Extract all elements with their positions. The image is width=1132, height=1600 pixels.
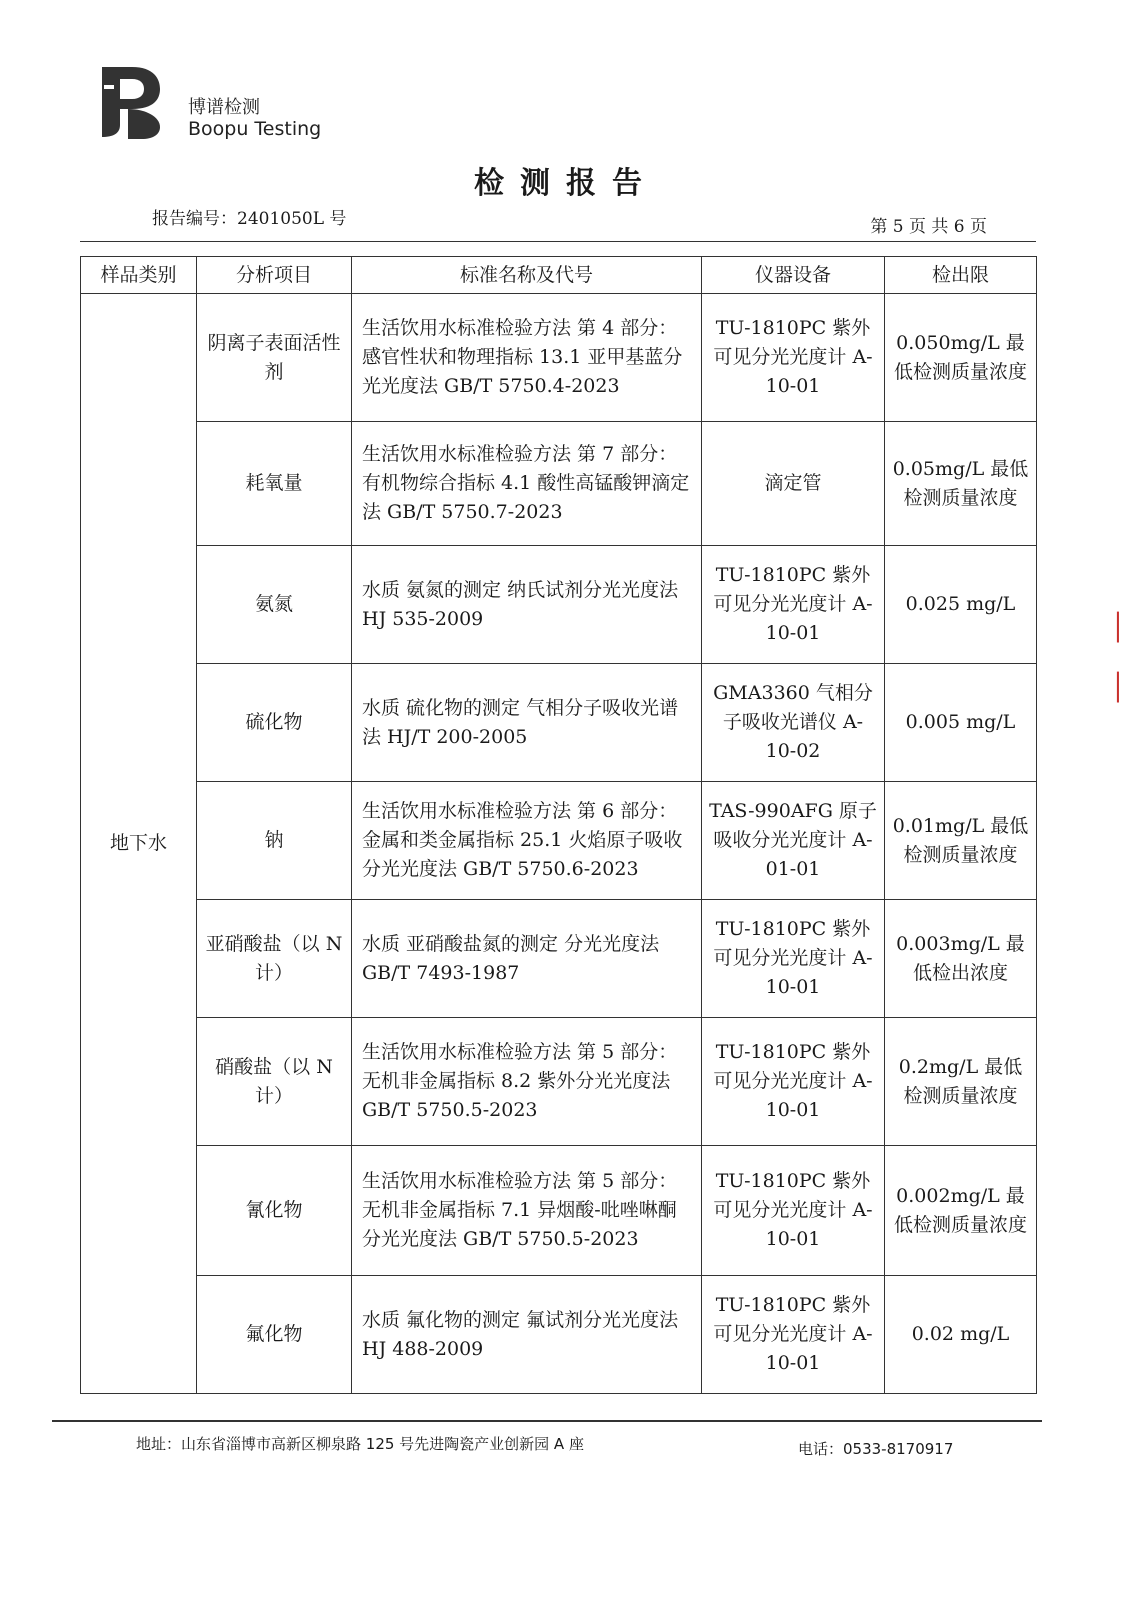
- table-header-row: [81, 257, 1037, 294]
- instrument-cell: TU-1810PC 紫外可见分光光度计 A-10-01: [702, 1146, 885, 1276]
- detection-limit-cell: 0.002mg/L 最低检测质量浓度: [885, 1146, 1037, 1276]
- instrument-cell: 滴定管: [702, 422, 885, 546]
- instrument-cell: TU-1810PC 紫外可见分光光度计 A-10-01: [702, 900, 885, 1018]
- page-indicator: 第 5 页 共 6 页: [870, 217, 987, 237]
- column-header-analysis-item: 分析项目: [197, 257, 352, 294]
- detection-limit-cell: 0.2mg/L 最低检测质量浓度: [885, 1018, 1037, 1146]
- analysis-item-cell: 耗氧量: [197, 422, 352, 546]
- analysis-item-cell: 硫化物: [197, 664, 352, 782]
- analysis-item-cell: 氟化物: [197, 1276, 352, 1394]
- instrument-cell: TU-1810PC 紫外可见分光光度计 A-10-01: [702, 1018, 885, 1146]
- column-header-sample-category: 样品类别: [81, 257, 197, 294]
- table-row: [81, 664, 1037, 782]
- standard-cell: 生活饮用水标准检验方法 第 4 部分：感官性状和物理指标 13.1 亚甲基蓝分光光度法 GB/T 5750.4-2023: [352, 294, 702, 422]
- table-row: [81, 1018, 1037, 1146]
- test-method-table: [80, 256, 1037, 1394]
- analysis-item-cell: 钠: [197, 782, 352, 900]
- table-row: [81, 1146, 1037, 1276]
- analysis-item-cell: 氰化物: [197, 1146, 352, 1276]
- footer-divider: [52, 1420, 1042, 1422]
- footer-phone: 电话：0533-8170917: [798, 1440, 954, 1458]
- standard-cell: 水质 氨氮的测定 纳氏试剂分光光度法 HJ 535-2009: [352, 546, 702, 664]
- brand-name-en: Boopu Testing: [188, 118, 322, 140]
- footer-address: 地址：山东省淄博市高新区柳泉路 125 号先进陶瓷产业创新园 A 座: [136, 1435, 584, 1453]
- seal-stamp-edge: │ │: [1110, 613, 1126, 703]
- instrument-cell: TU-1810PC 紫外可见分光光度计 A-10-01: [702, 294, 885, 422]
- header-divider: [80, 241, 1036, 242]
- boopu-logo-icon: [98, 63, 164, 141]
- analysis-item-cell: 亚硝酸盐（以 N 计）: [197, 900, 352, 1018]
- instrument-cell: TAS-990AFG 原子吸收分光光度计 A-01-01: [702, 782, 885, 900]
- standard-cell: 生活饮用水标准检验方法 第 7 部分：有机物综合指标 4.1 酸性高锰酸钾滴定法 GB/T 5750.7-2023: [352, 422, 702, 546]
- column-header-detection-limit: 检出限: [885, 257, 1037, 294]
- brand-name-cn: 博谱检测: [188, 97, 260, 118]
- table-row: [81, 546, 1037, 664]
- detection-limit-cell: 0.05mg/L 最低检测质量浓度: [885, 422, 1037, 546]
- standard-cell: 水质 硫化物的测定 气相分子吸收光谱法 HJ/T 200-2005: [352, 664, 702, 782]
- analysis-item-cell: 硝酸盐（以 N 计）: [197, 1018, 352, 1146]
- detection-limit-cell: 0.02 mg/L: [885, 1276, 1037, 1394]
- instrument-cell: TU-1810PC 紫外可见分光光度计 A-10-01: [702, 546, 885, 664]
- table-row: [81, 1276, 1037, 1394]
- instrument-cell: GMA3360 气相分子吸收光谱仪 A-10-02: [702, 664, 885, 782]
- standard-cell: 生活饮用水标准检验方法 第 5 部分：无机非金属指标 8.2 紫外分光光度法 GB/T 5750.5-2023: [352, 1018, 702, 1146]
- table-row: [81, 422, 1037, 546]
- standard-cell: 生活饮用水标准检验方法 第 5 部分：无机非金属指标 7.1 异烟酸-吡唑啉酮分光光度法 GB/T 5750.5-2023: [352, 1146, 702, 1276]
- detection-limit-cell: 0.003mg/L 最低检出浓度: [885, 900, 1037, 1018]
- table-row: [81, 782, 1037, 900]
- sample-category-cell: 地下水: [81, 294, 197, 1394]
- table-row: [81, 900, 1037, 1018]
- table-row: [81, 294, 1037, 422]
- detection-limit-cell: 0.01mg/L 最低检测质量浓度: [885, 782, 1037, 900]
- column-header-standard: 标准名称及代号: [352, 257, 702, 294]
- analysis-item-cell: 氨氮: [197, 546, 352, 664]
- report-title: 检测报告: [474, 166, 658, 201]
- analysis-item-cell: 阴离子表面活性剂: [197, 294, 352, 422]
- detection-limit-cell: 0.025 mg/L: [885, 546, 1037, 664]
- detection-limit-cell: 0.005 mg/L: [885, 664, 1037, 782]
- detection-limit-cell: 0.050mg/L 最低检测质量浓度: [885, 294, 1037, 422]
- report-number: 报告编号：2401050L 号: [152, 209, 347, 229]
- instrument-cell: TU-1810PC 紫外可见分光光度计 A-10-01: [702, 1276, 885, 1394]
- standard-cell: 生活饮用水标准检验方法 第 6 部分：金属和类金属指标 25.1 火焰原子吸收分光光度法 GB/T 5750.6-2023: [352, 782, 702, 900]
- standard-cell: 水质 氟化物的测定 氟试剂分光光度法 HJ 488-2009: [352, 1276, 702, 1394]
- standard-cell: 水质 亚硝酸盐氮的测定 分光光度法 GB/T 7493-1987: [352, 900, 702, 1018]
- column-header-instrument: 仪器设备: [702, 257, 885, 294]
